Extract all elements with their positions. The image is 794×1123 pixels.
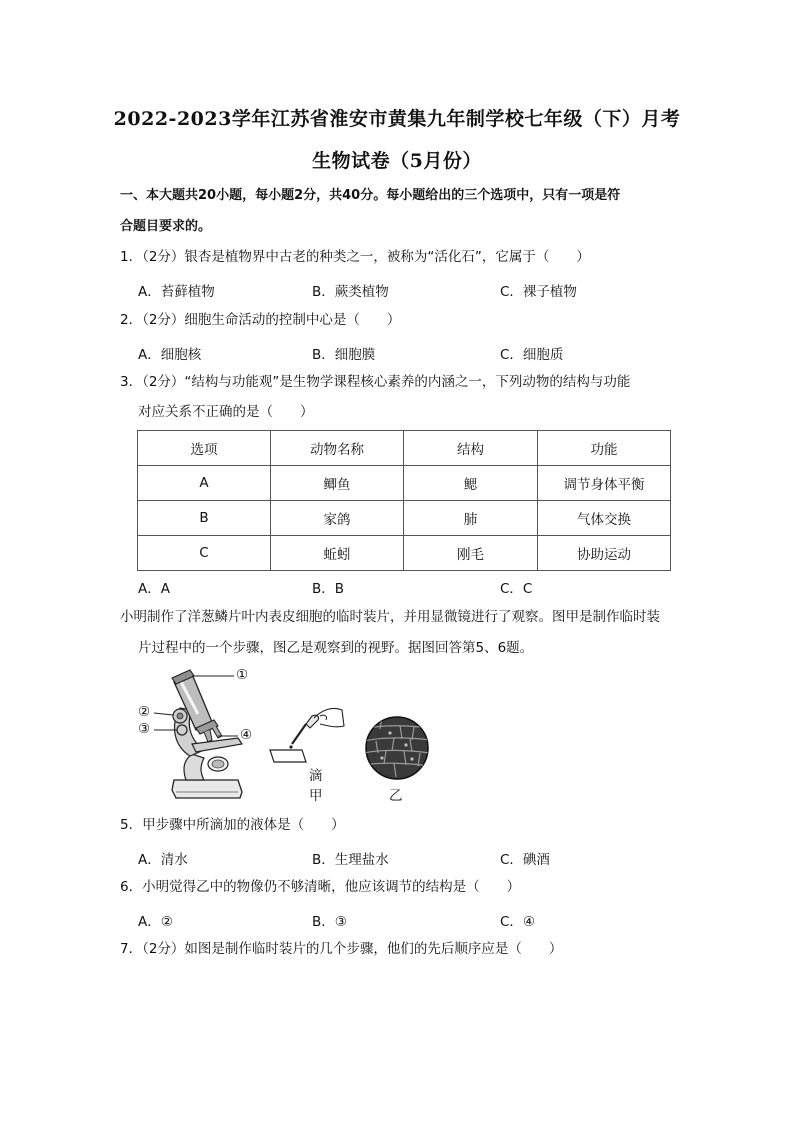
option-c: C．细胞质 (500, 347, 564, 363)
table-row (138, 466, 671, 501)
option-c: C．碘酒 (500, 852, 550, 868)
question-3-table (137, 430, 671, 571)
option-b: B．B (312, 581, 345, 597)
marker-1-label: ① (236, 667, 249, 683)
table-cell: 调节身体平衡 (538, 466, 671, 501)
table-cell: 鳃 (404, 466, 538, 501)
marker-2-label: ② (138, 704, 151, 720)
passage-line2: 片过程中的一个步骤，图乙是观察到的视野。据图回答第5、6题。 (138, 640, 534, 656)
table-cell: C (138, 536, 271, 571)
option-c: C．裸子植物 (500, 284, 577, 300)
jia-label: 甲 (309, 788, 323, 804)
table-cell: 鲫鱼 (271, 466, 404, 501)
table-cell: 肺 (404, 501, 538, 536)
question-2-options (138, 343, 678, 367)
table-cell: 刚毛 (404, 536, 538, 571)
section-instructions (120, 180, 680, 242)
table-header: 结构 (404, 431, 538, 466)
table-cell: 蚯蚓 (271, 536, 404, 571)
question-7-stem: 7．（2分）如图是制作临时装片的几个步骤，他们的先后顺序应是（ ） (120, 941, 563, 957)
option-a: A．② (138, 914, 173, 930)
option-a: A．清水 (138, 852, 188, 868)
passage-line1: 小明制作了洋葱鳞片叶内表皮细胞的临时装片，并用显微镜进行了观察。图甲是制作临时装 (120, 609, 660, 625)
exam-title-line2: 生物试卷（5月份） (312, 150, 482, 172)
table-cell: 协助运动 (538, 536, 671, 571)
section-line1: 一、本大题共20小题，每小题2分，共40分。每小题给出的三个选项中，只有一项是符 (120, 188, 621, 203)
question-5-options (138, 848, 678, 872)
question-3-stem-line2: 对应关系不正确的是（ ） (138, 404, 314, 420)
option-a: A．细胞核 (138, 347, 202, 363)
question-6-stem: 6．小明觉得乙中的物像仍不够清晰，他应该调节的结构是（ ） (120, 879, 521, 895)
table-header: 动物名称 (271, 431, 404, 466)
marker-3-label: ③ (138, 721, 151, 737)
dropper-figure (262, 704, 348, 770)
table-cell: 气体交换 (538, 501, 671, 536)
question-2-stem: 2．（2分）细胞生命活动的控制中心是（ ） (120, 312, 401, 328)
question-3-options (138, 577, 678, 601)
option-b: B．细胞膜 (312, 347, 376, 363)
option-b: B．生理盐水 (312, 852, 389, 868)
table-cell: 家鸽 (271, 501, 404, 536)
marker-4-label: ④ (240, 727, 253, 743)
question-1-stem: 1．（2分）银杏是植物界中古老的种类之一，被称为“活化石”，它属于（ ） (120, 249, 590, 265)
option-c: C．C (500, 581, 533, 597)
table-cell: B (138, 501, 271, 536)
question-5-stem: 5．甲步骤中所滴加的液体是（ ） (120, 817, 345, 833)
table-header: 选项 (138, 431, 271, 466)
table-cell: A (138, 466, 271, 501)
table-header: 功能 (538, 431, 671, 466)
option-a: A．苔藓植物 (138, 284, 215, 300)
option-a: A．A (138, 581, 170, 597)
drop-label: 滴 (309, 768, 323, 784)
table-row (138, 536, 671, 571)
option-b: B．③ (312, 914, 347, 930)
option-b: B．蕨类植物 (312, 284, 389, 300)
view-field-figure (364, 715, 430, 781)
yi-label: 乙 (389, 788, 403, 804)
exam-title-line1: 2022-2023学年江苏省淮安市黄集九年制学校七年级（下）月考 (113, 108, 681, 130)
table-header-row (138, 431, 671, 466)
option-c: C．④ (500, 914, 536, 930)
question-6-options (138, 910, 678, 934)
question-1-options (138, 280, 678, 304)
section-line2: 合题目要求的。 (120, 219, 212, 234)
question-3-stem-line1: 3．（2分）“结构与功能观”是生物学课程核心素养的内涵之一，下列动物的结构与功能 (120, 374, 631, 390)
table-row (138, 501, 671, 536)
